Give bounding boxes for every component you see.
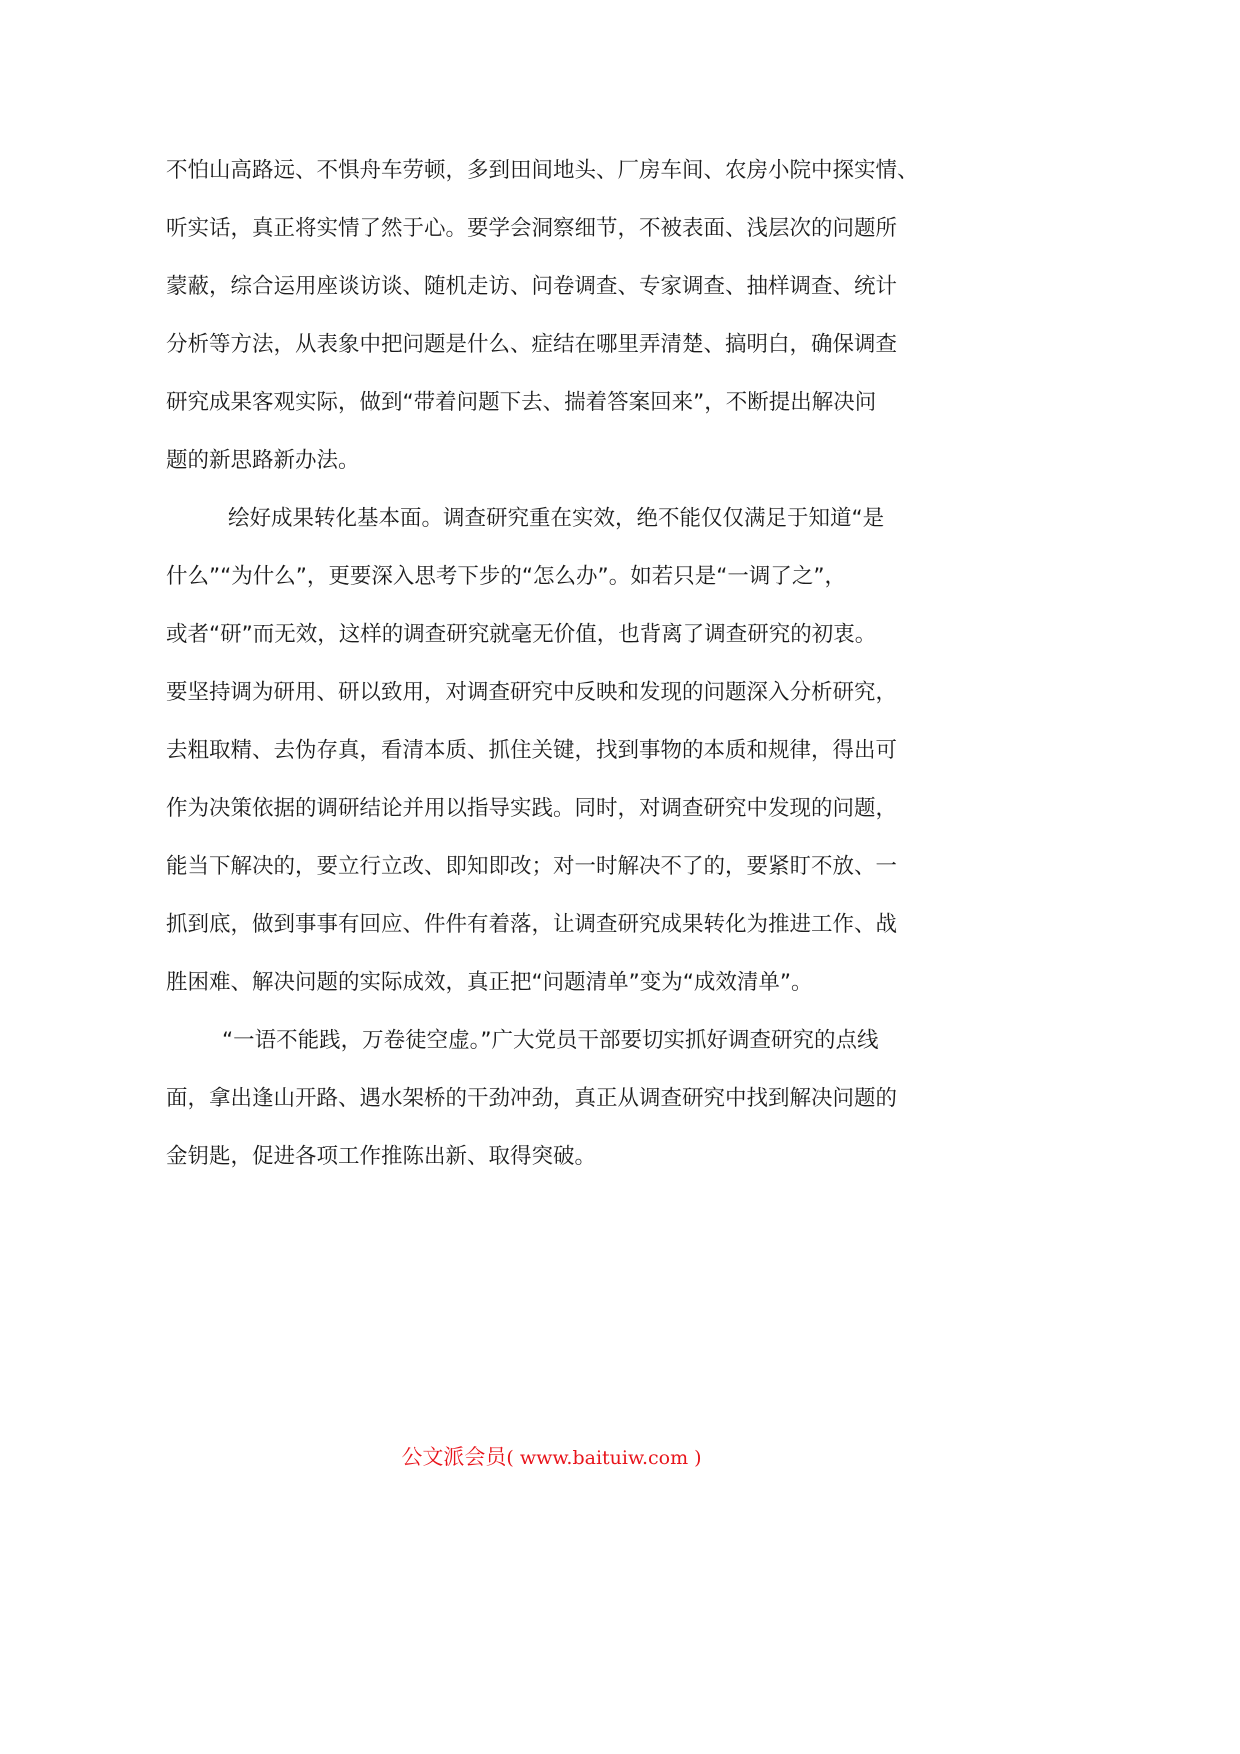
paragraph-line: 听实话，真正将实情了然于心。要学会洞察细节，不被表面、浅层次的问题所 [166, 216, 898, 241]
paragraph-line: 不怕山高路远、不惧舟车劳顿，多到田间地头、厂房车间、农房小院中探实情、 [166, 158, 919, 183]
paragraph-line: “一语不能践，万卷徒空虚。”广大党员干部要切实抓好调查研究的点线 [222, 1028, 879, 1053]
paragraph-line: 要坚持调为研用、研以致用，对调查研究中反映和发现的问题深入分析研究， [166, 680, 898, 705]
paragraph-line: 分析等方法，从表象中把问题是什么、症结在哪里弄清楚、搞明白，确保调查 [166, 332, 898, 357]
paragraph-line: 研究成果客观实际，做到“带着问题下去、揣着答案回来”，不断提出解决问 [166, 390, 877, 415]
paragraph-line: 抓到底，做到事事有回应、件件有着落，让调查研究成果转化为推进工作、战 [166, 912, 898, 937]
page-footer [0, 1443, 1103, 1472]
paragraph-line: 或者“研”而无效，这样的调查研究就毫无价值，也背离了调查研究的初衷。 [166, 622, 877, 647]
paragraph-line: 绘好成果转化基本面。调查研究重在实效，绝不能仅仅满足于知道“是 [228, 506, 885, 531]
footer-site-name: 公文派会员 [401, 1445, 507, 1469]
paragraph-line: 什么”“为什么”，更要深入思考下步的“怎么办”。如若只是“一调了之”， [166, 564, 846, 589]
paragraph-line: 面，拿出逢山开路、遇水架桥的干劲冲劲，真正从调查研究中找到解决问题的 [166, 1086, 898, 1111]
paragraph-line: 金钥匙，促进各项工作推陈出新、取得突破。 [166, 1144, 597, 1169]
paragraph-line: 作为决策依据的调研结论并用以指导实践。同时，对调查研究中发现的问题， [166, 796, 898, 821]
footer-site-url[interactable]: ( www.baituiw.com ) [506, 1447, 702, 1469]
paragraph-line: 去粗取精、去伪存真，看清本质、抓住关键，找到事物的本质和规律，得出可 [166, 738, 898, 763]
paragraph-line: 蒙蔽，综合运用座谈访谈、随机走访、问卷调查、专家调查、抽样调查、统计 [166, 274, 898, 299]
paragraph-line: 胜困难、解决问题的实际成效，真正把“问题清单”变为“成效清单”。 [166, 970, 813, 995]
paragraph-line: 题的新思路新办法。 [166, 448, 360, 473]
paragraph-line: 能当下解决的，要立行立改、即知即改；对一时解决不了的，要紧盯不放、一 [166, 854, 898, 879]
